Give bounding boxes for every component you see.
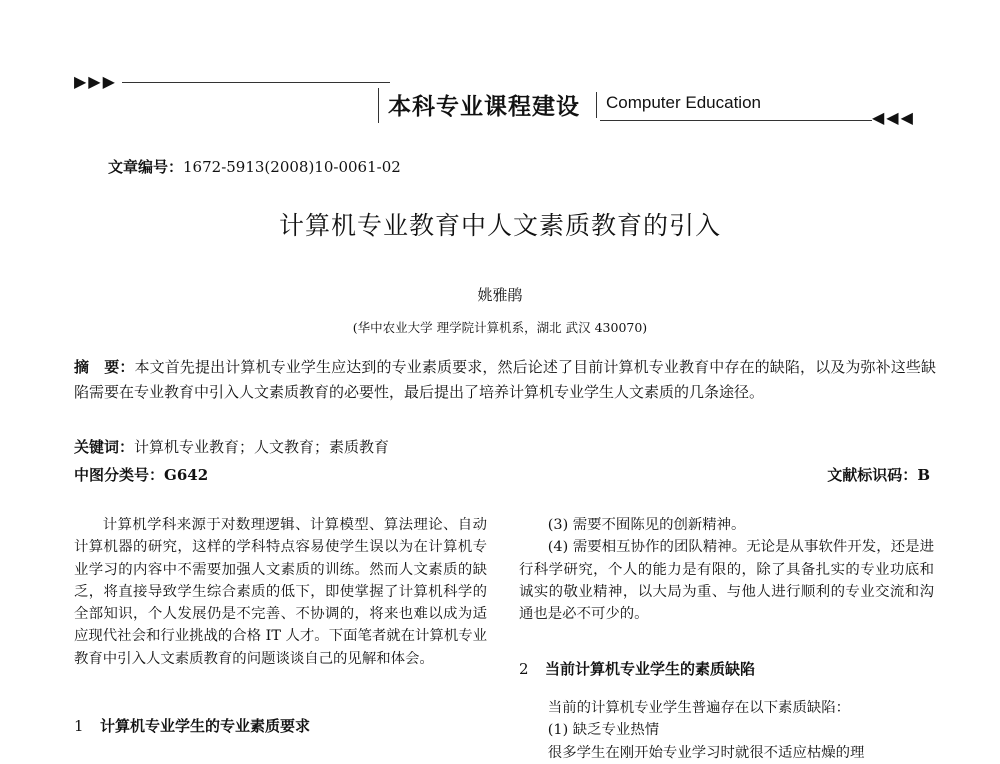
- author-name: 姚雅鹃: [477, 286, 523, 304]
- abstract-text: 本文首先提出计算机专业学生应达到的专业素质要求，然后论述了目前计算机专业教育中存在的缺陷，以及为弥补这些缺陷需要在专业教育中引入人文素质教育的必要性，最后提出了培养计算机专业学生人文素质的几条途径。: [74, 358, 936, 401]
- article-number: [108, 156, 401, 177]
- section-2-number: 2: [519, 660, 529, 678]
- requirement-item-3: (3) 需要不囿陈见的创新精神。: [547, 517, 746, 533]
- author-affiliation: (华中农业大学 理学院计算机系，湖北 武汉 430070): [352, 320, 648, 335]
- abstract: [74, 355, 936, 405]
- header-arrows-left: ▶▶▶: [74, 72, 117, 91]
- article-number-label: 文章编号：: [108, 158, 184, 176]
- clc-number: [74, 464, 208, 485]
- section-2-heading: [519, 658, 755, 679]
- header-rule-left: [122, 82, 390, 83]
- section-1-title: 计算机专业学生的专业素质要求: [100, 717, 311, 735]
- section-1-heading: [74, 715, 310, 736]
- journal-name: Computer Education: [606, 93, 761, 112]
- deficiency-item-1: (1) 缺乏专业热情: [547, 722, 660, 739]
- section-2-title: 当前计算机专业学生的素质缺陷: [545, 660, 756, 678]
- document-code: [827, 464, 930, 485]
- header-box-corner: [378, 88, 379, 123]
- body-column-right: [519, 514, 934, 625]
- abstract-label: 摘 要：: [74, 358, 135, 376]
- article-number-value: 1672-5913(2008)10-0061-02: [183, 158, 401, 176]
- deficiency-item-1-text: 很多学生在刚开始专业学习时就很不适应枯燥的理: [547, 744, 865, 761]
- section-2-body: [519, 697, 934, 764]
- doc-code-value: B: [917, 466, 930, 484]
- section-1-number: 1: [74, 717, 84, 735]
- section-2-intro: 当前的计算机专业学生普遍存在以下素质缺陷：: [547, 700, 851, 716]
- requirement-item-4: (4) 需要相互协作的团队精神。无论是从事软件开发，还是进行科学研究，个人的能力是有限的，除了具备扎实的专业功底和诚实的敬业精神，以大局为重、与他人进行顺利的专业交流和沟通也是必不可少的。: [519, 539, 934, 623]
- clc-value: G642: [164, 466, 209, 484]
- body-column-left: [74, 514, 487, 670]
- header-separator: [596, 92, 597, 118]
- keywords-label: 关键词：: [74, 438, 135, 456]
- doc-code-label: 文献标识码：: [827, 466, 918, 484]
- paper-title: 计算机专业教育中人文素质教育的引入: [278, 211, 721, 240]
- header-arrows-right: ◀◀◀: [872, 108, 915, 127]
- journal-section-title: 本科专业课程建设: [388, 94, 580, 120]
- intro-paragraph: 计算机学科来源于对数理逻辑、计算模型、算法理论、自动计算机器的研究，这样的学科特点容易使学生误以为在计算机专业学习的内容中不需要加强人文素质的训练。然而人文素质的缺乏，将直接导致学生综合素质的低下，即使掌握了计算机科学的全部知识，个人发展仍是不完善、不协调的，将来也难以成为适应现代社会和行业挑战的合格 IT 人才。下面笔者就在计算机专业教育中引入人文素质教育的问题谈谈自己的见解和体会。: [74, 517, 487, 667]
- keywords-text: 计算机专业教育；人文教育；素质教育: [134, 438, 390, 456]
- clc-label: 中图分类号：: [74, 466, 165, 484]
- keywords: [74, 436, 389, 457]
- header-rule-right: [600, 120, 872, 121]
